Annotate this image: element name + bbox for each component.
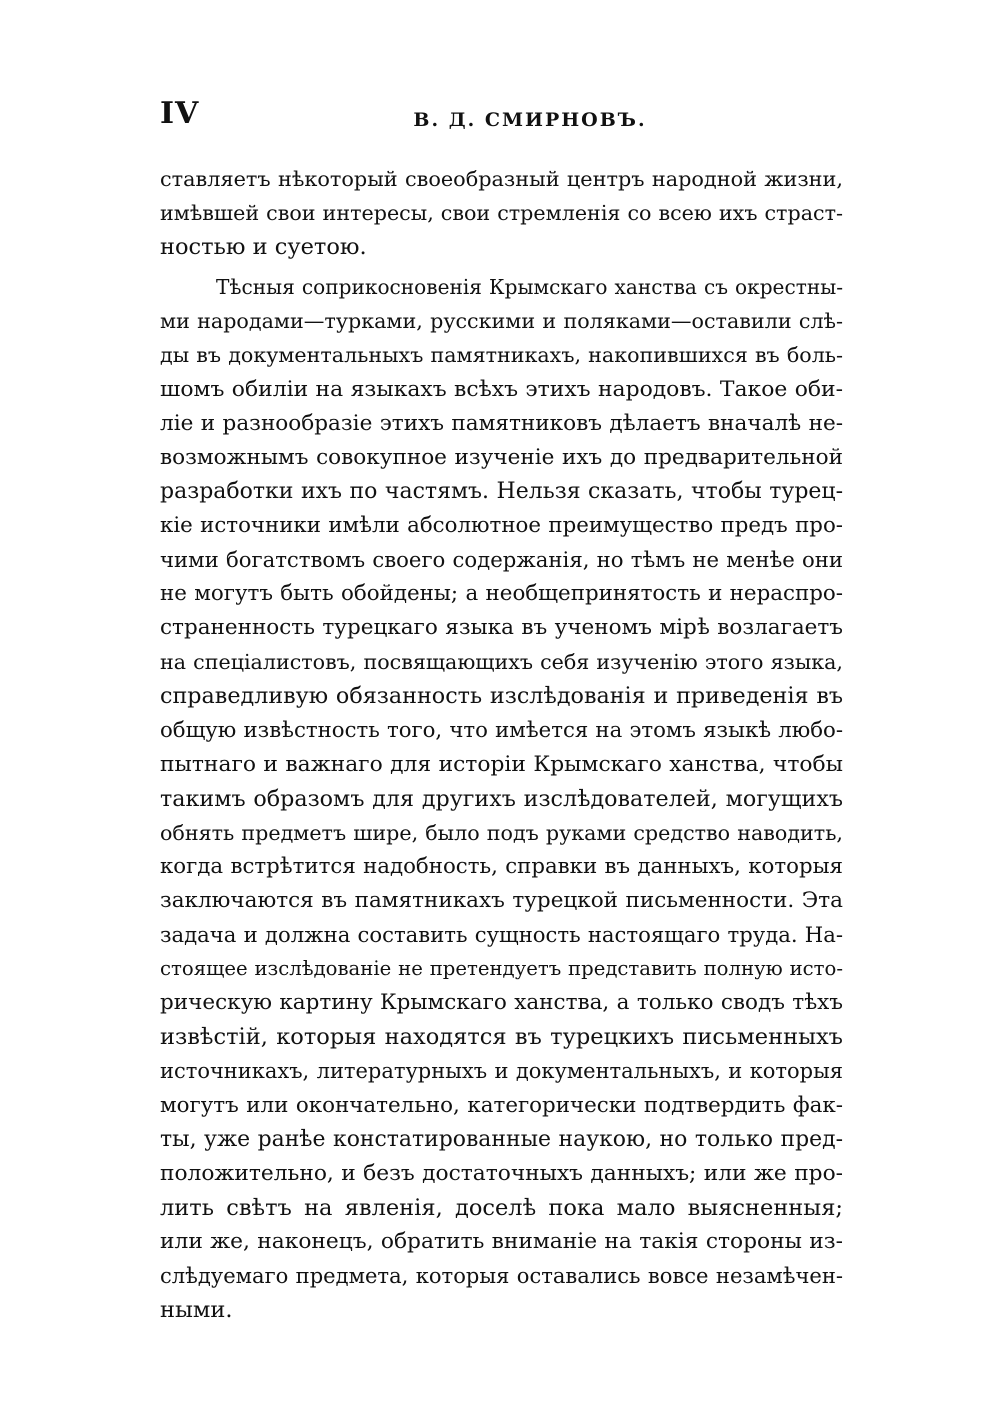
text-line: чими богатствомъ своего содержанія, но тѣмъ не менѣе они bbox=[160, 547, 843, 573]
text-line: рическую картину Крымскаго ханства, а только сводъ тѣхъ bbox=[160, 990, 843, 1016]
text-line: кіе источники имѣли абсолютное преимущество предъ про- bbox=[160, 512, 843, 538]
text-line: ностью и суетою. bbox=[160, 234, 367, 261]
text-line: разработки ихъ по частямъ. Нельзя сказать, чтобы турец- bbox=[160, 478, 843, 504]
text-line: шомъ обиліи на языкахъ всѣхъ этихъ народовъ. Такое оби- bbox=[160, 376, 843, 402]
text-line: стоящее изслѣдованіе не претендуетъ представить полную исто- bbox=[160, 957, 843, 981]
text-line: когда встрѣтится надобность, справки въ данныхъ, которыя bbox=[160, 853, 843, 879]
text-line: пытнаго и важнаго для исторіи Крымскаго ханства, чтобы bbox=[160, 751, 843, 777]
text-line: слѣдуемаго предмета, которыя оставались вовсе незамѣчен- bbox=[160, 1263, 843, 1288]
text-line: или же, наконецъ, обратить вниманіе на такія стороны из- bbox=[160, 1228, 843, 1254]
text-line: не могутъ быть обойдены; а необщепринятость и нераспро- bbox=[160, 581, 843, 607]
text-line: извѣстій, которыя находятся въ турецкихъ письменныхъ bbox=[160, 1024, 843, 1051]
text-line: могутъ или окончательно, категорически подтвердить фак- bbox=[160, 1092, 843, 1118]
text-line: положительно, и безъ достаточныхъ данныхъ; или же про- bbox=[160, 1160, 843, 1186]
text-line: ми народами—турками, русскими и поляками—оставили слѣ- bbox=[160, 309, 843, 334]
text-line: ды въ документальныхъ памятникахъ, накопившихся въ боль- bbox=[160, 343, 843, 368]
text-line: общую извѣстность того, что имѣется на этомъ языкѣ любо- bbox=[160, 717, 843, 743]
page-number: IV bbox=[160, 96, 200, 131]
body-text bbox=[160, 162, 843, 1327]
text-line: ты, уже ранѣе констатированные наукою, но только пред- bbox=[160, 1126, 843, 1152]
running-head: В. Д. СМИРНОВЪ. bbox=[413, 109, 647, 131]
text-line: справедливую обязанность изслѣдованія и приведенія въ bbox=[160, 683, 843, 710]
text-line: Тѣсныя соприкосновенія Крымскаго ханства съ окрестны- bbox=[216, 275, 843, 300]
text-line: задача и должна составить сущность настоящаго труда. На- bbox=[160, 922, 843, 948]
text-line: ліе и разнообразіе этихъ памятниковъ дѣлаетъ вначалѣ не- bbox=[160, 410, 843, 436]
text-line: ставляетъ нѣкоторый своеобразный центръ народной жизни, bbox=[160, 167, 843, 191]
text-line: ными. bbox=[160, 1297, 233, 1324]
text-line: источникахъ, литературныхъ и документальныхъ, и которыя bbox=[160, 1059, 843, 1084]
text-line: страненность турецкаго языка въ ученомъ мірѣ возлагаетъ bbox=[160, 615, 843, 641]
text-line: лить свѣтъ на явленія, доселѣ пока мало выясненныя; bbox=[160, 1194, 843, 1221]
text-line: обнять предметъ шире, было подъ руками средство наводить, bbox=[160, 820, 843, 845]
text-line: возможнымъ совокупное изученіе ихъ до предварительной bbox=[160, 444, 843, 470]
text-line: имѣвшей свои интересы, свои стремленія со всею ихъ страст- bbox=[160, 201, 843, 226]
text-line: такимъ образомъ для другихъ изслѣдователей, могущихъ bbox=[160, 785, 843, 812]
text-line: на спеціалистовъ, посвящающихъ себя изученію этого языка, bbox=[160, 650, 843, 675]
text-line: заключаются въ памятникахъ турецкой письменности. Эта bbox=[160, 887, 843, 913]
